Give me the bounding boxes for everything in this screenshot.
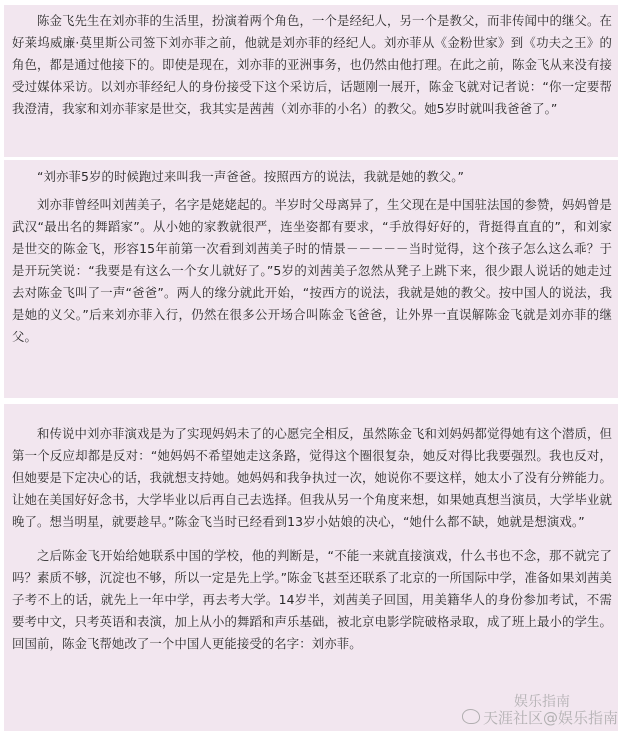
watermark-upper-text: 娱乐指南 [514, 694, 570, 710]
watermark [462, 694, 618, 728]
article-section-1 [4, 5, 618, 157]
article-paragraph: 陈金飞先生在刘亦菲的生活里，扮演着两个角色，一个是经纪人，另一个是教父，而非传闻中的继父。在好莱坞威廉·莫里斯公司签下刘亦菲之前，他就是刘亦菲的经纪人。刘亦菲从《金粉世家》到《功夫之王》的角色，都是通过他接下的。即使是现在，刘亦菲的亚洲事务，也仍然由他打理。在此之前，陈金飞从来没有接受过媒体采访。以刘亦菲经纪人的身份接受下这个采访后，话题刚一展开，陈金飞就对记者说：“你一定要帮我澄清，我家和刘亦菲家是世交，我其实是茜茜（刘亦菲的小名）的教父。她5岁时就叫我爸爸了。” [12, 13, 612, 116]
article-paragraph: 刘亦菲曾经叫刘茜美子，名字是姥姥起的。半岁时父母离异了，生父现在是中国驻法国的参赞，妈妈曾是武汉“最出名的舞蹈家”。从小她的家教就很严，连坐姿都有要求，“手放得好好的，背挺得直直的”，和刘家是世交的陈金飞，形容15年前第一次看到刘茜美子时的情景－－－－－当时觉得，这个孩子怎么这么乖？于是开玩笑说：“我要是有这么一个女儿就好了。”5岁的刘茜美子忽然从凳子上跳下来，很少跟人说话的她走过去对陈金飞叫了一声“爸爸”。两人的缘分就此开始，“按西方的说法，我就是她的教父。按中国人的说法，我是她的义父。”后来刘亦菲入行，仍然在很多公开场合叫陈金飞爸爸，让外界一直误解陈金飞就是刘亦菲的继父。 [12, 197, 612, 344]
pull-quote: “刘亦菲5岁的时候跑过来叫我一声爸爸。按照西方的说法，我就是她的教父。” [37, 169, 465, 184]
watermark-lower-text: 天涯社区@娱乐指南 [482, 709, 618, 727]
article-section-2 [4, 160, 618, 398]
article-paragraph: 之后陈金飞开始给她联系中国的学校，他的判断是，“不能一来就直接演戏，什么书也不念，那不就完了吗？素质不够，沉淀也不够，所以一定是先上学。”陈金飞甚至还联系了北京的一所国际中学，准备如果刘茜美子考不上的话，就先上一年中学，再去考大学。14岁半，刘茜美子回国，用美籍华人的身份参加考试，不需要考中文，只考英语和表演，加上从小的舞蹈和声乐基础，被北京电影学院破格录取，成了班上最小的学生。回国前，陈金飞帮她改了一个中国人更能接受的名字：刘亦菲。 [12, 548, 612, 651]
article-section-3 [4, 404, 618, 731]
article-paragraph: 和传说中刘亦菲演戏是为了实现妈妈未了的心愿完全相反，虽然陈金飞和刘妈妈都觉得她有这个潜质，但第一个反应却都是反对：“她妈妈不希望她走这条路，觉得这个圈很复杂，她反对得比我要强烈。我也反对，但她要是下定决心的话，我就想支持她。她妈妈和我争执过一次，她说你不要这样，她太小了没有分辨能力。让她在美国好好念书，大学毕业以后再自己去选择。但我从另一个角度来想，如果她真想当演员，大学毕业就晚了。想当明星，就要趁早。”陈金飞当时已经看到13岁小姑娘的决心，“她什么都不缺，她就是想演戏。” [12, 426, 612, 529]
weibo-icon [462, 709, 480, 724]
paragraph-spacer [12, 533, 612, 545]
